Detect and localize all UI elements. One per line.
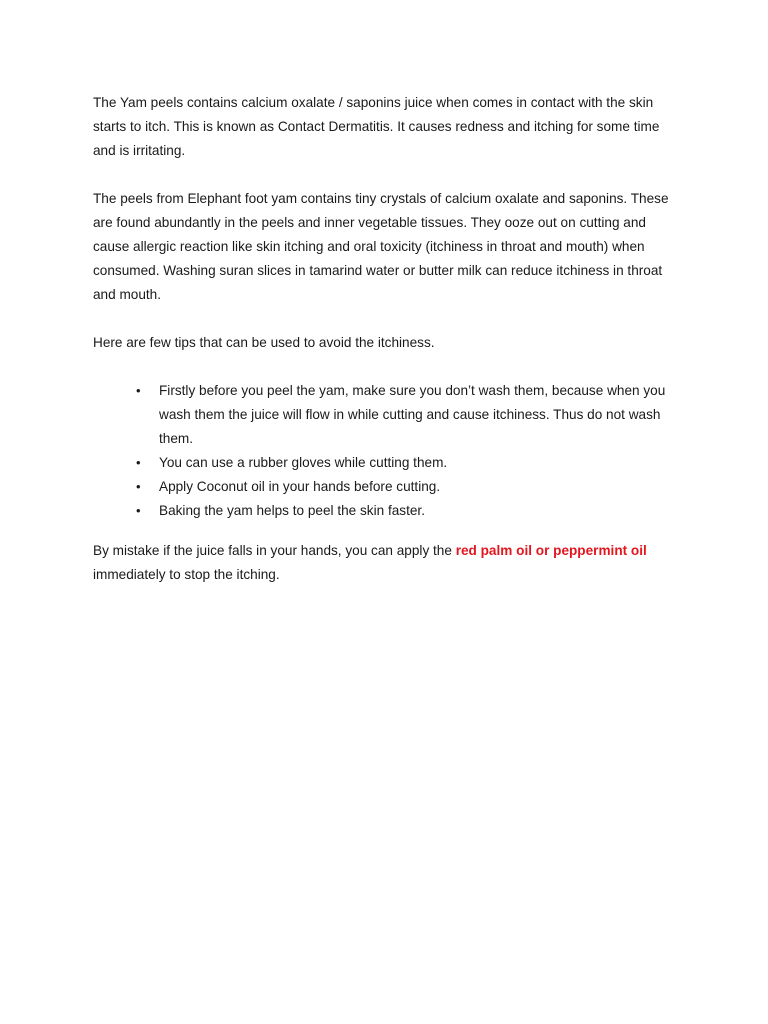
tip-text: Apply Coconut oil in your hands before cutting.	[159, 479, 441, 494]
closing-text-after: immediately to stop the itching.	[93, 567, 280, 582]
remedy-highlight: red palm oil or peppermint oil	[455, 543, 647, 558]
list-item	[93, 475, 683, 499]
document-body	[93, 91, 683, 587]
tip-text: You can use a rubber gloves while cutting them.	[159, 455, 448, 470]
list-item	[93, 499, 683, 523]
closing-paragraph	[93, 539, 683, 587]
tip-text: Baking the yam helps to peel the skin faster.	[159, 503, 425, 518]
list-item	[93, 451, 683, 475]
paragraph-contact-dermatitis: The Yam peels contains calcium oxalate / saponins juice when comes in contact with the skin starts to itch. This is known as Contact Dermatitis. It causes redness and itching for some time and is irritating.	[93, 95, 660, 158]
tips-list	[93, 379, 683, 523]
bullet-icon: •	[136, 455, 141, 470]
paragraph-elephant-foot-yam: The peels from Elephant foot yam contains tiny crystals of calcium oxalate and saponins. These are found abundantly in the peels and inner vegetable tissues. They ooze out on cutting and cause allergic reaction like skin itching and oral toxicity (itchiness in throat and mouth) when consumed. Washing suran slices in tamarind water or butter milk can reduce itchiness in throat and mouth.	[93, 191, 669, 302]
tip-text: Firstly before you peel the yam, make sure you don’t wash them, because when you wash them the juice will flow in while cutting and cause itchiness. Thus do not wash them.	[159, 383, 666, 446]
bullet-icon: •	[136, 383, 141, 398]
closing-text-before: By mistake if the juice falls in your hands, you can apply the	[93, 543, 456, 558]
bullet-icon: •	[136, 503, 141, 518]
tips-intro: Here are few tips that can be used to avoid the itchiness.	[93, 335, 435, 350]
bullet-icon: •	[136, 479, 141, 494]
list-item	[93, 379, 683, 451]
